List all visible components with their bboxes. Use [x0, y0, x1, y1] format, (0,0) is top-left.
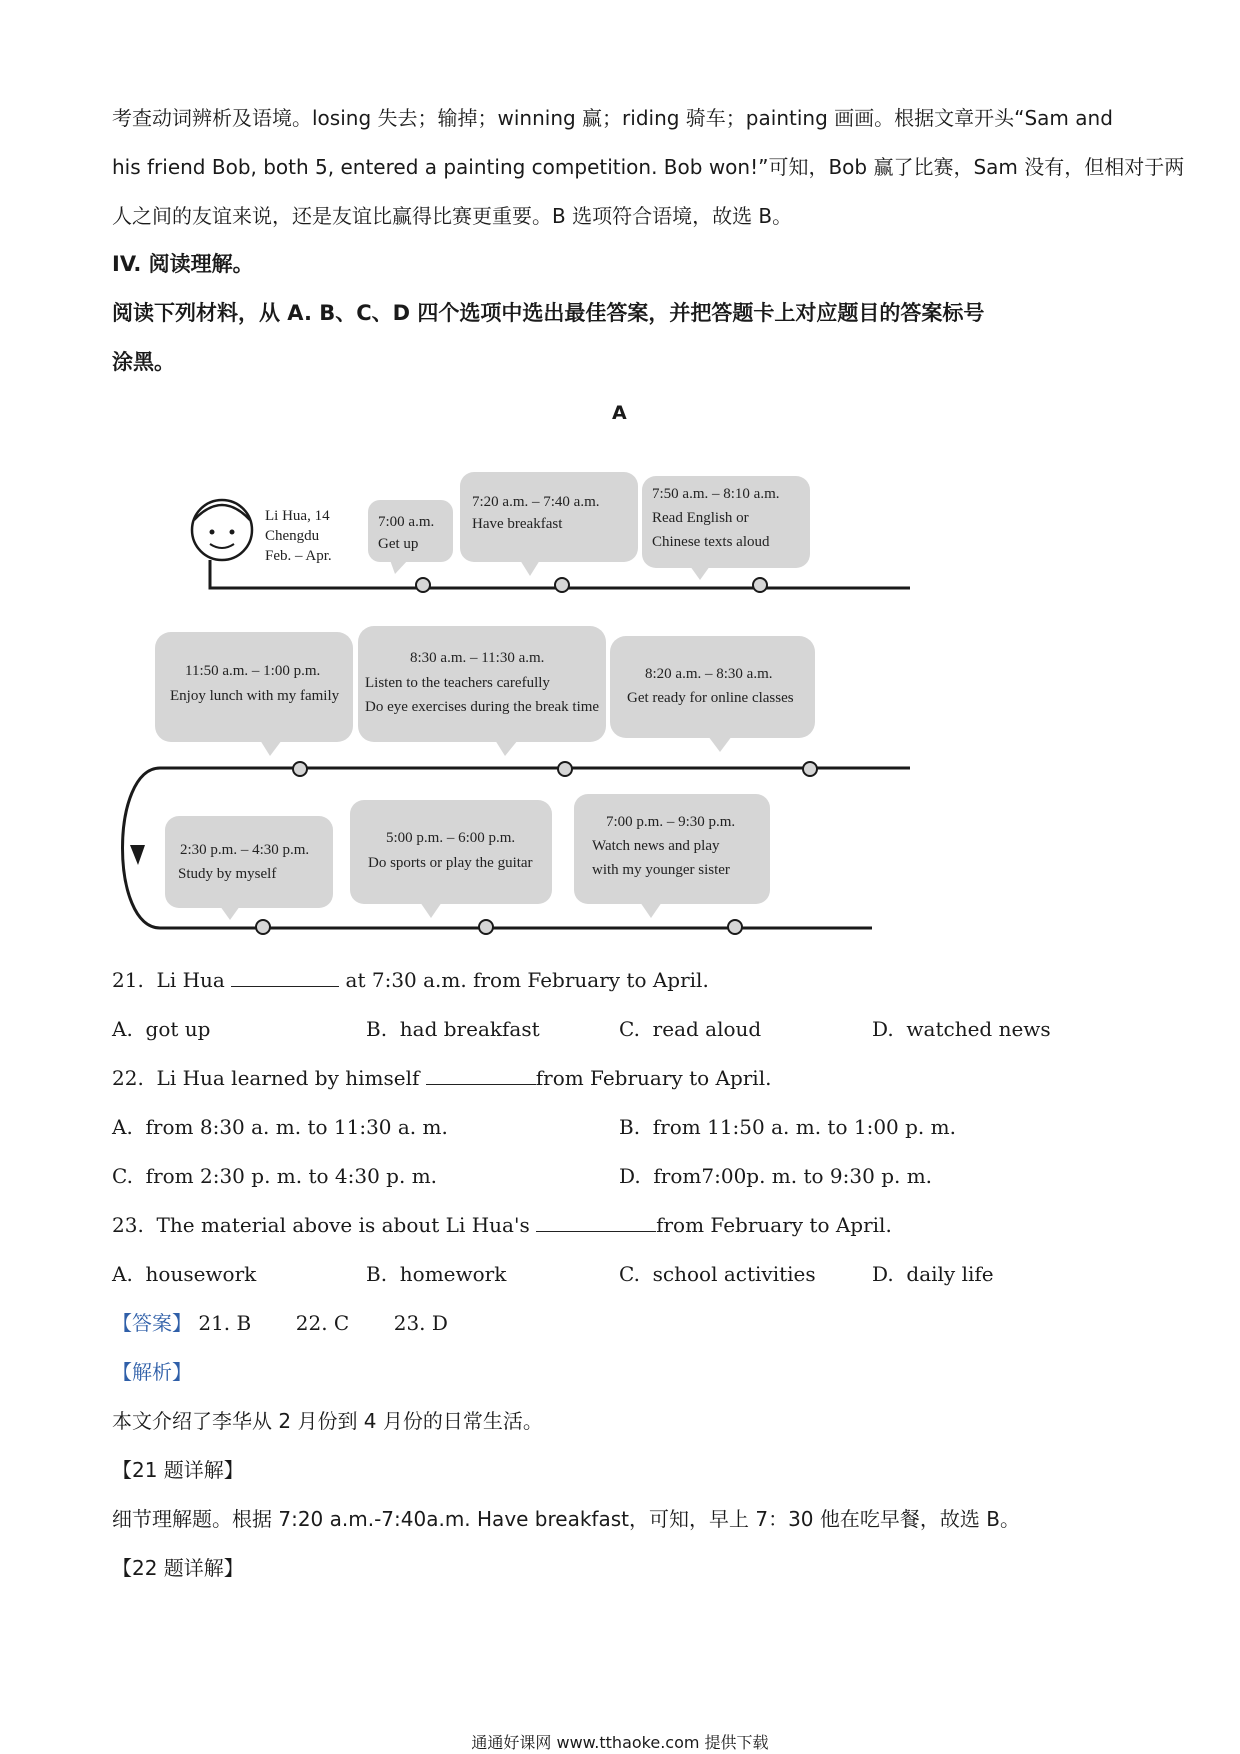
q21-option-d: D. watched news — [872, 1017, 1051, 1041]
q21-option-c: C. read aloud — [619, 1017, 762, 1041]
q22-option-c: C. from 2:30 p. m. to 4:30 p. m. — [112, 1164, 438, 1188]
bubble-breakfast — [460, 472, 638, 576]
svg-text:Watch news and play: Watch news and play — [592, 838, 720, 854]
answer-blank — [536, 1230, 656, 1232]
svg-text:8:30 a.m. – 11:30 a.m.: 8:30 a.m. – 11:30 a.m. — [410, 650, 545, 666]
svg-text:Study by myself: Study by myself — [178, 866, 277, 882]
avatar — [192, 500, 252, 585]
bubble-classes — [358, 626, 606, 756]
q21-detail-label: 【21 题详解】 — [112, 1458, 244, 1482]
svg-text:Have breakfast: Have breakfast — [472, 516, 563, 532]
arrow-down-icon — [130, 845, 145, 865]
daily-schedule-figure — [110, 460, 910, 940]
explanation-line-2: his friend Bob, both 5, entered a painting competition. Bob won!”可知，Bob 赢了比赛，Sam 没有，但相对于两 — [112, 155, 1185, 179]
svg-text:with my younger sister: with my younger sister — [592, 862, 730, 878]
svg-text:11:50 a.m. – 1:00 p.m.: 11:50 a.m. – 1:00 p.m. — [185, 663, 321, 679]
q22-detail-label: 【22 题详解】 — [112, 1556, 244, 1580]
passage-label: A — [612, 402, 627, 424]
person-period: Feb. – Apr. — [265, 548, 332, 564]
q23-option-d: D. daily life — [872, 1262, 994, 1286]
section-instruction-2: 涂黑。 — [112, 350, 175, 374]
section-heading: IV. 阅读理解。 — [112, 252, 254, 276]
q21-option-b: B. had breakfast — [366, 1017, 540, 1041]
svg-text:2:30 p.m. – 4:30 p.m.: 2:30 p.m. – 4:30 p.m. — [180, 842, 310, 858]
page-footer: 通通好课网 www.tthaoke.com 提供下载 — [471, 1733, 769, 1752]
q21-option-a: A. got up — [112, 1017, 211, 1041]
bubble-prepare-online — [610, 636, 815, 752]
person-name: Li Hua, 14 — [265, 508, 330, 524]
svg-text:7:00 p.m. – 9:30 p.m.: 7:00 p.m. – 9:30 p.m. — [606, 814, 736, 830]
person-city: Chengdu — [265, 528, 320, 544]
q21-detail-text: 细节理解题。根据 7:20 a.m.-7:40a.m. Have breakfast，可知，早上 7：30 他在吃早餐，故选 B。 — [112, 1507, 1020, 1531]
svg-text:Read English or: Read English or — [652, 510, 749, 526]
svg-text:7:20 a.m. – 7:40 a.m.: 7:20 a.m. – 7:40 a.m. — [472, 494, 600, 510]
svg-text:Chinese texts aloud: Chinese texts aloud — [652, 534, 770, 550]
q23-option-b: B. homework — [366, 1262, 507, 1286]
q23-option-c: C. school activities — [619, 1262, 816, 1286]
question-21: 21. Li Hua at 7:30 a.m. from February to April. — [112, 968, 709, 992]
svg-text:Get ready for online classes: Get ready for online classes — [627, 690, 794, 706]
svg-text:Get up: Get up — [378, 536, 419, 552]
svg-text:Listen to the teachers careful: Listen to the teachers carefully — [365, 675, 550, 691]
answer-line: 【答案】 21. B 22. C 23. D — [112, 1311, 448, 1335]
q22-option-a: A. from 8:30 a. m. to 11:30 a. m. — [112, 1115, 448, 1139]
bubble-get-up — [368, 500, 453, 574]
analysis-label: 【解析】 — [112, 1360, 192, 1384]
section-instruction-1: 阅读下列材料，从 A. B、C、D 四个选项中选出最佳答案，并把答题卡上对应题目的答案标号 — [112, 301, 985, 325]
q22-option-b: B. from 11:50 a. m. to 1:00 p. m. — [619, 1115, 956, 1139]
bubble-study-self — [165, 816, 333, 920]
bubble-sports — [350, 800, 552, 918]
answer-label: 【答案】 — [112, 1311, 192, 1335]
analysis-summary: 本文介绍了李华从 2 月份到 4 月份的日常生活。 — [112, 1409, 543, 1433]
svg-text:Enjoy lunch with my family: Enjoy lunch with my family — [170, 688, 340, 704]
svg-text:Do eye exercises during the br: Do eye exercises during the break time — [365, 699, 600, 715]
bubble-lunch — [155, 632, 353, 756]
svg-text:7:00 a.m.: 7:00 a.m. — [378, 514, 435, 530]
svg-text:5:00 p.m. – 6:00 p.m.: 5:00 p.m. – 6:00 p.m. — [386, 830, 516, 846]
q22-option-d: D. from7:00p. m. to 9:30 p. m. — [619, 1164, 933, 1188]
explanation-line-1: 考查动词辨析及语境。losing 失去；输掉；winning 赢；riding 骑车；painting 画画。根据文章开头“Sam and — [112, 106, 1113, 130]
answer-blank — [426, 1083, 536, 1085]
answer-blank — [231, 985, 339, 987]
question-23: 23. The material above is about Li Hua's from February to April. — [112, 1213, 892, 1237]
svg-text:8:20 a.m. – 8:30 a.m.: 8:20 a.m. – 8:30 a.m. — [645, 666, 773, 682]
q23-option-a: A. housework — [112, 1262, 257, 1286]
svg-text:Do sports or play the guitar: Do sports or play the guitar — [368, 855, 533, 871]
bubble-evening — [574, 794, 770, 918]
explanation-line-3: 人之间的友谊来说，还是友谊比赢得比赛更重要。B 选项符合语境，故选 B。 — [112, 204, 793, 228]
svg-text:7:50 a.m. – 8:10 a.m.: 7:50 a.m. – 8:10 a.m. — [652, 486, 780, 502]
question-22: 22. Li Hua learned by himself from February to April. — [112, 1066, 772, 1090]
bubble-read-aloud — [642, 476, 810, 580]
